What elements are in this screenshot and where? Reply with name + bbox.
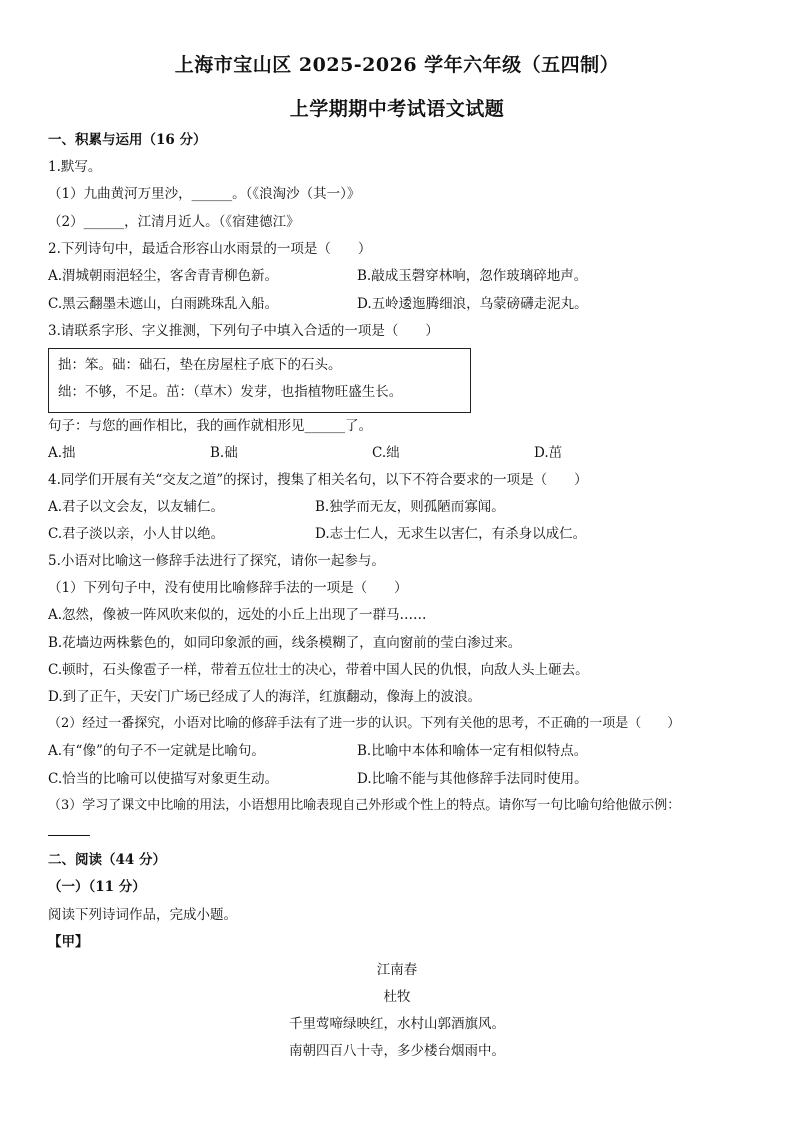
poem-author: 杜牧 — [383, 989, 411, 1005]
poem-line1: 千里莺啼绿映红，水村山郭酒旗风。 — [289, 1016, 505, 1032]
q3-box-line1: 拙：笨。础：础石，垫在房屋柱子底下的石头。 — [58, 357, 342, 373]
q5-sub1-option-d: D.到了正午，天安门广场已经成了人的海洋，红旗翻动，像海上的波浪。 — [48, 689, 482, 705]
section2-instruction: 阅读下列诗词作品，完成小题。 — [48, 907, 237, 923]
q3-option-a: A.拙 — [48, 445, 76, 461]
q1-part2: （2）______，江清月近人。（《宿建德江》 — [48, 214, 300, 230]
q5-sub1-option-b: B.花墙边两株紫色的，如同印象派的画，线条模糊了，直向窗前的莹白渗过来。 — [48, 635, 522, 651]
q5-sub2-option-d: D.比喻不能与其他修辞手法同时使用。 — [357, 771, 588, 787]
q3-box-line2: 绌：不够，不足。茁：（草木）发芽，也指植物旺盛生长。 — [58, 384, 403, 400]
q3-option-b: B.础 — [210, 445, 238, 461]
q4-option-b: B.独学而无友，则孤陋而寡闻。 — [315, 499, 505, 515]
section2-heading: 二、阅读（44 分） — [48, 852, 166, 868]
q3-option-d: D.茁 — [534, 445, 563, 461]
q5-stem: 5.小语对比喻这一修辞手法进行了探究，请你一起参与。 — [48, 553, 385, 569]
q4-stem: 4.同学们开展有关“交友之道”的探讨，搜集了相关名句，以下不符合要求的一项是（ ） — [48, 472, 588, 488]
q1-part1: （1）九曲黄河万里沙，______。（《浪淘沙（其一）》 — [48, 186, 361, 202]
q2-stem: 2.下列诗句中，最适合形容山水雨景的一项是（ ） — [48, 241, 372, 257]
page-title-line1: 上海市宝山区 2025-2026 学年六年级（五四制） — [174, 54, 620, 76]
section2-part1: （一）（11 分） — [48, 879, 146, 895]
page-title-line2: 上学期期中考试语文试题 — [289, 98, 505, 120]
q5-sub1: （1）下列句子中，没有使用比喻修辞手法的一项是（ ） — [48, 580, 408, 596]
q2-option-a: A.渭城朝雨浥轻尘，客舍青青柳色新。 — [48, 268, 279, 284]
q5-sub3-answer-blank — [48, 835, 90, 836]
q5-sub1-option-a: A.忽然，像被一阵风吹来似的，远处的小丘上出现了一群马…… — [48, 607, 427, 623]
q3-sentence: 句子：与您的画作相比，我的画作就相形见______了。 — [48, 418, 372, 434]
q2-option-c: C.黑云翻墨未遮山，白雨跳珠乱入船。 — [48, 296, 279, 312]
q3-option-c: C.绌 — [372, 445, 400, 461]
section1-heading: 一、积累与运用（16 分） — [48, 132, 207, 148]
q4-option-d: D.志士仁人，无求生以害仁，有杀身以成仁。 — [315, 526, 587, 542]
q1-stem: 1.默写。 — [48, 159, 102, 175]
q3-stem: 3.请联系字形、字义推测，下列句子中填入合适的一项是（ ） — [48, 323, 439, 339]
q2-option-d: D.五岭逶迤腾细浪，乌蒙磅礴走泥丸。 — [357, 296, 588, 312]
poem-line2: 南朝四百八十寺，多少楼台烟雨中。 — [289, 1043, 505, 1059]
q5-sub2-option-a: A.有“像”的句子不一定就是比喻句。 — [48, 743, 265, 759]
poem-title: 江南春 — [376, 962, 418, 978]
q5-sub3: （3）学习了课文中比喻的用法，小语想用比喻表现自己外形或个性上的特点。请你写一句比喻句给他做示例： — [48, 798, 681, 813]
q2-option-b: B.敲成玉磬穿林响，忽作玻璃碎地声。 — [357, 268, 588, 284]
q4-option-c: C.君子淡以亲，小人甘以绝。 — [48, 526, 225, 542]
q5-sub2: （2）经过一番探究，小语对比喻的修辞手法有了进一步的认识。下列有关他的思考，不正确的一项是（ ） — [48, 716, 681, 731]
q4-option-a: A.君子以文会友，以友辅仁。 — [48, 499, 225, 515]
q5-sub2-option-b: B.比喻中本体和喻体一定有相似特点。 — [357, 743, 588, 759]
poem-label-jia: 【甲】 — [48, 934, 89, 950]
q5-sub1-option-c: C.顿时，石头像雹子一样，带着五位壮士的决心，带着中国人民的仇恨，向敌人头上砸去。 — [48, 662, 589, 678]
q5-sub2-option-c: C.恰当的比喻可以使描写对象更生动。 — [48, 771, 279, 787]
